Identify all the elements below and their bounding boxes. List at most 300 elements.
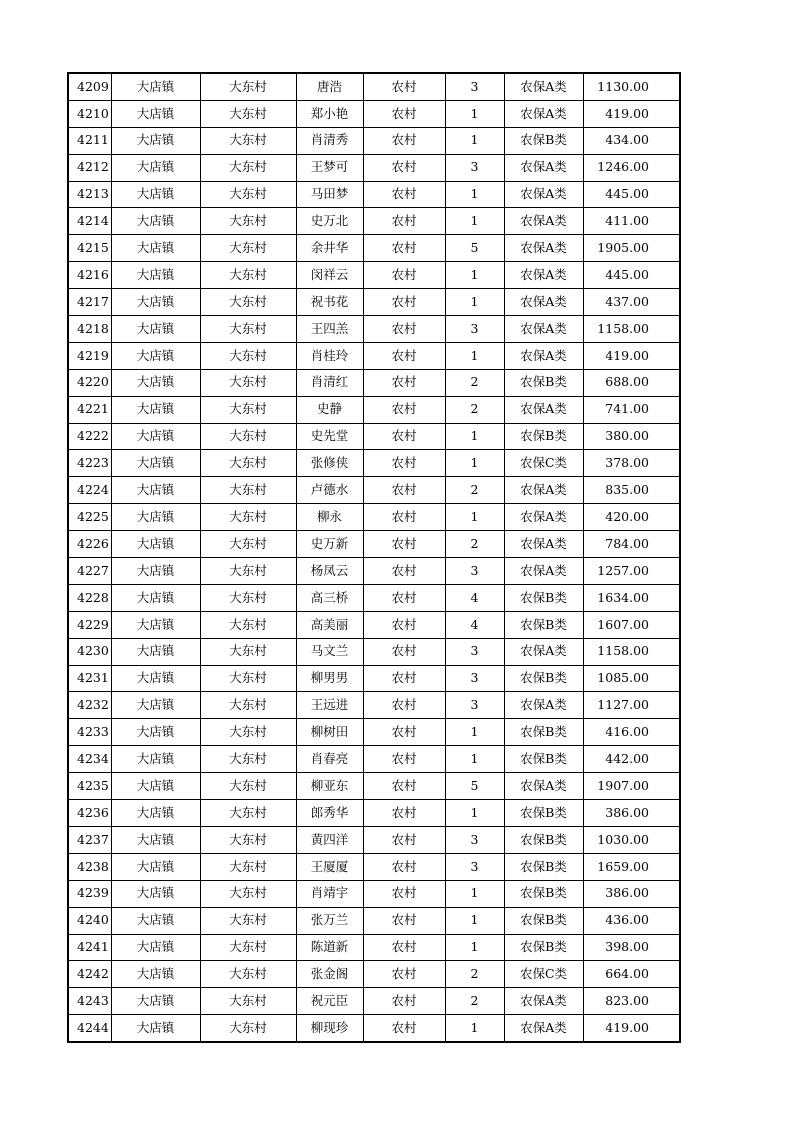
cell-category: 农保B类 [504, 127, 583, 154]
cell-name: 史万北 [296, 208, 363, 235]
cell-category: 农保A类 [504, 396, 583, 423]
cell-count: 1 [445, 423, 504, 450]
cell-category: 农保B类 [504, 826, 583, 853]
cell-village: 大东村 [200, 154, 296, 181]
cell-amount: 1905.00 [583, 235, 680, 262]
cell-name: 卢德水 [296, 477, 363, 504]
cell-name: 高三桥 [296, 584, 363, 611]
cell-village: 大东村 [200, 638, 296, 665]
cell-id: 4244 [68, 1015, 111, 1042]
cell-amount: 380.00 [583, 423, 680, 450]
cell-category: 农保A类 [504, 477, 583, 504]
cell-type: 农村 [363, 826, 445, 853]
cell-category: 农保A类 [504, 558, 583, 585]
cell-count: 1 [445, 746, 504, 773]
cell-id: 4232 [68, 692, 111, 719]
cell-id: 4226 [68, 531, 111, 558]
cell-type: 农村 [363, 853, 445, 880]
table-row [68, 907, 680, 934]
cell-type: 农村 [363, 423, 445, 450]
cell-id: 4233 [68, 719, 111, 746]
cell-village: 大东村 [200, 800, 296, 827]
cell-type: 农村 [363, 800, 445, 827]
cell-town: 大店镇 [111, 262, 200, 289]
cell-town: 大店镇 [111, 531, 200, 558]
table-row [68, 988, 680, 1015]
cell-amount: 436.00 [583, 907, 680, 934]
cell-town: 大店镇 [111, 584, 200, 611]
cell-town: 大店镇 [111, 477, 200, 504]
cell-name: 马田梦 [296, 181, 363, 208]
cell-type: 农村 [363, 638, 445, 665]
cell-type: 农村 [363, 316, 445, 343]
cell-count: 5 [445, 235, 504, 262]
cell-count: 2 [445, 477, 504, 504]
cell-village: 大东村 [200, 692, 296, 719]
cell-id: 4235 [68, 773, 111, 800]
table-row [68, 800, 680, 827]
cell-village: 大东村 [200, 369, 296, 396]
cell-count: 2 [445, 961, 504, 988]
cell-category: 农保B类 [504, 907, 583, 934]
cell-town: 大店镇 [111, 235, 200, 262]
cell-name: 马文兰 [296, 638, 363, 665]
cell-town: 大店镇 [111, 154, 200, 181]
cell-amount: 398.00 [583, 934, 680, 961]
cell-type: 农村 [363, 961, 445, 988]
cell-count: 1 [445, 342, 504, 369]
cell-town: 大店镇 [111, 665, 200, 692]
cell-id: 4222 [68, 423, 111, 450]
cell-category: 农保B类 [504, 584, 583, 611]
cell-id: 4218 [68, 316, 111, 343]
table-row [68, 316, 680, 343]
cell-town: 大店镇 [111, 961, 200, 988]
cell-amount: 1030.00 [583, 826, 680, 853]
cell-town: 大店镇 [111, 73, 200, 100]
cell-category: 农保A类 [504, 342, 583, 369]
cell-id: 4231 [68, 665, 111, 692]
cell-type: 农村 [363, 988, 445, 1015]
cell-village: 大东村 [200, 665, 296, 692]
cell-name: 肖清秀 [296, 127, 363, 154]
cell-category: 农保B类 [504, 611, 583, 638]
cell-count: 1 [445, 800, 504, 827]
cell-village: 大东村 [200, 262, 296, 289]
cell-type: 农村 [363, 746, 445, 773]
cell-id: 4217 [68, 289, 111, 316]
cell-category: 农保A类 [504, 262, 583, 289]
table-row [68, 342, 680, 369]
cell-name: 张修侠 [296, 450, 363, 477]
cell-count: 2 [445, 988, 504, 1015]
table-row [68, 423, 680, 450]
cell-town: 大店镇 [111, 423, 200, 450]
cell-name: 闵祥云 [296, 262, 363, 289]
cell-village: 大东村 [200, 396, 296, 423]
cell-count: 5 [445, 773, 504, 800]
cell-amount: 1607.00 [583, 611, 680, 638]
cell-town: 大店镇 [111, 1015, 200, 1042]
cell-village: 大东村 [200, 208, 296, 235]
table-row [68, 235, 680, 262]
table-row [68, 773, 680, 800]
cell-town: 大店镇 [111, 342, 200, 369]
cell-amount: 386.00 [583, 800, 680, 827]
cell-id: 4243 [68, 988, 111, 1015]
cell-name: 杨凤云 [296, 558, 363, 585]
cell-id: 4225 [68, 504, 111, 531]
cell-village: 大东村 [200, 907, 296, 934]
table-row [68, 880, 680, 907]
table-body [68, 73, 680, 1042]
cell-category: 农保A类 [504, 531, 583, 558]
cell-category: 农保C类 [504, 961, 583, 988]
cell-type: 农村 [363, 342, 445, 369]
cell-id: 4213 [68, 181, 111, 208]
table-row [68, 584, 680, 611]
cell-name: 柳现珍 [296, 1015, 363, 1042]
cell-id: 4228 [68, 584, 111, 611]
cell-id: 4238 [68, 853, 111, 880]
cell-name: 张万兰 [296, 907, 363, 934]
cell-village: 大东村 [200, 826, 296, 853]
table-row [68, 638, 680, 665]
cell-id: 4229 [68, 611, 111, 638]
cell-name: 祝元臣 [296, 988, 363, 1015]
cell-amount: 741.00 [583, 396, 680, 423]
cell-amount: 1130.00 [583, 73, 680, 100]
cell-amount: 1158.00 [583, 316, 680, 343]
cell-count: 3 [445, 73, 504, 100]
cell-count: 1 [445, 934, 504, 961]
cell-count: 1 [445, 450, 504, 477]
cell-count: 3 [445, 154, 504, 181]
cell-id: 4236 [68, 800, 111, 827]
cell-count: 1 [445, 504, 504, 531]
cell-type: 农村 [363, 477, 445, 504]
cell-amount: 688.00 [583, 369, 680, 396]
cell-name: 陈道新 [296, 934, 363, 961]
cell-town: 大店镇 [111, 988, 200, 1015]
cell-town: 大店镇 [111, 504, 200, 531]
cell-amount: 1127.00 [583, 692, 680, 719]
cell-village: 大东村 [200, 504, 296, 531]
cell-id: 4219 [68, 342, 111, 369]
cell-town: 大店镇 [111, 853, 200, 880]
cell-name: 张金阁 [296, 961, 363, 988]
cell-town: 大店镇 [111, 316, 200, 343]
cell-count: 1 [445, 880, 504, 907]
cell-village: 大东村 [200, 450, 296, 477]
cell-village: 大东村 [200, 934, 296, 961]
table-row [68, 396, 680, 423]
table-row [68, 208, 680, 235]
cell-category: 农保B类 [504, 719, 583, 746]
cell-name: 史静 [296, 396, 363, 423]
cell-count: 4 [445, 584, 504, 611]
cell-village: 大东村 [200, 773, 296, 800]
cell-name: 史先堂 [296, 423, 363, 450]
cell-name: 王厦厦 [296, 853, 363, 880]
table-row [68, 934, 680, 961]
cell-type: 农村 [363, 531, 445, 558]
cell-name: 肖靖宇 [296, 880, 363, 907]
cell-type: 农村 [363, 584, 445, 611]
cell-type: 农村 [363, 154, 445, 181]
table-row [68, 665, 680, 692]
cell-id: 4210 [68, 100, 111, 127]
cell-type: 农村 [363, 396, 445, 423]
cell-town: 大店镇 [111, 773, 200, 800]
cell-name: 郑小艳 [296, 100, 363, 127]
cell-count: 3 [445, 558, 504, 585]
cell-town: 大店镇 [111, 127, 200, 154]
table-row [68, 127, 680, 154]
cell-category: 农保B类 [504, 880, 583, 907]
cell-amount: 419.00 [583, 1015, 680, 1042]
cell-village: 大东村 [200, 181, 296, 208]
cell-category: 农保A类 [504, 692, 583, 719]
cell-amount: 386.00 [583, 880, 680, 907]
cell-village: 大东村 [200, 584, 296, 611]
cell-id: 4230 [68, 638, 111, 665]
cell-type: 农村 [363, 262, 445, 289]
cell-amount: 442.00 [583, 746, 680, 773]
cell-town: 大店镇 [111, 558, 200, 585]
table-row [68, 961, 680, 988]
cell-category: 农保C类 [504, 450, 583, 477]
cell-village: 大东村 [200, 988, 296, 1015]
cell-name: 肖桂玲 [296, 342, 363, 369]
cell-category: 农保A类 [504, 773, 583, 800]
cell-id: 4242 [68, 961, 111, 988]
table-row [68, 100, 680, 127]
table-row [68, 73, 680, 100]
cell-town: 大店镇 [111, 692, 200, 719]
cell-type: 农村 [363, 450, 445, 477]
cell-village: 大东村 [200, 961, 296, 988]
cell-count: 1 [445, 1015, 504, 1042]
cell-town: 大店镇 [111, 934, 200, 961]
cell-id: 4214 [68, 208, 111, 235]
cell-name: 余井华 [296, 235, 363, 262]
cell-amount: 434.00 [583, 127, 680, 154]
cell-town: 大店镇 [111, 719, 200, 746]
cell-name: 肖春亮 [296, 746, 363, 773]
cell-category: 农保A类 [504, 73, 583, 100]
cell-amount: 835.00 [583, 477, 680, 504]
cell-village: 大东村 [200, 880, 296, 907]
cell-village: 大东村 [200, 746, 296, 773]
cell-village: 大东村 [200, 477, 296, 504]
cell-amount: 664.00 [583, 961, 680, 988]
cell-town: 大店镇 [111, 289, 200, 316]
cell-type: 农村 [363, 369, 445, 396]
cell-count: 3 [445, 853, 504, 880]
cell-count: 1 [445, 208, 504, 235]
cell-id: 4212 [68, 154, 111, 181]
cell-village: 大东村 [200, 423, 296, 450]
cell-id: 4215 [68, 235, 111, 262]
cell-type: 农村 [363, 289, 445, 316]
cell-type: 农村 [363, 611, 445, 638]
cell-type: 农村 [363, 907, 445, 934]
cell-count: 3 [445, 638, 504, 665]
table-row [68, 853, 680, 880]
cell-id: 4223 [68, 450, 111, 477]
cell-type: 农村 [363, 934, 445, 961]
cell-count: 2 [445, 396, 504, 423]
cell-name: 王四羔 [296, 316, 363, 343]
cell-town: 大店镇 [111, 826, 200, 853]
cell-type: 农村 [363, 558, 445, 585]
cell-category: 农保A类 [504, 504, 583, 531]
cell-type: 农村 [363, 880, 445, 907]
cell-amount: 419.00 [583, 100, 680, 127]
cell-name: 王远进 [296, 692, 363, 719]
cell-category: 农保B类 [504, 423, 583, 450]
table-row [68, 289, 680, 316]
cell-count: 1 [445, 289, 504, 316]
cell-name: 高美丽 [296, 611, 363, 638]
cell-village: 大东村 [200, 235, 296, 262]
cell-town: 大店镇 [111, 746, 200, 773]
cell-town: 大店镇 [111, 181, 200, 208]
cell-type: 农村 [363, 692, 445, 719]
cell-town: 大店镇 [111, 100, 200, 127]
cell-town: 大店镇 [111, 880, 200, 907]
cell-count: 1 [445, 127, 504, 154]
cell-name: 柳亚东 [296, 773, 363, 800]
table-row [68, 181, 680, 208]
cell-id: 4216 [68, 262, 111, 289]
cell-category: 农保A类 [504, 235, 583, 262]
cell-type: 农村 [363, 719, 445, 746]
cell-name: 郎秀华 [296, 800, 363, 827]
cell-village: 大东村 [200, 531, 296, 558]
table-row [68, 826, 680, 853]
cell-amount: 437.00 [583, 289, 680, 316]
cell-category: 农保A类 [504, 154, 583, 181]
cell-name: 史万新 [296, 531, 363, 558]
cell-category: 农保B类 [504, 934, 583, 961]
cell-amount: 1659.00 [583, 853, 680, 880]
cell-id: 4211 [68, 127, 111, 154]
cell-amount: 1257.00 [583, 558, 680, 585]
cell-count: 3 [445, 316, 504, 343]
table-row [68, 611, 680, 638]
cell-type: 农村 [363, 127, 445, 154]
cell-village: 大东村 [200, 289, 296, 316]
cell-name: 祝书花 [296, 289, 363, 316]
cell-count: 2 [445, 369, 504, 396]
cell-category: 农保A类 [504, 638, 583, 665]
cell-town: 大店镇 [111, 907, 200, 934]
cell-id: 4209 [68, 73, 111, 100]
cell-count: 3 [445, 665, 504, 692]
cell-count: 3 [445, 692, 504, 719]
cell-town: 大店镇 [111, 611, 200, 638]
table-row [68, 746, 680, 773]
cell-town: 大店镇 [111, 208, 200, 235]
cell-category: 农保B类 [504, 746, 583, 773]
table-row [68, 154, 680, 181]
cell-id: 4240 [68, 907, 111, 934]
table-row [68, 369, 680, 396]
cell-amount: 1158.00 [583, 638, 680, 665]
cell-category: 农保A类 [504, 1015, 583, 1042]
cell-amount: 420.00 [583, 504, 680, 531]
table-row [68, 504, 680, 531]
cell-id: 4220 [68, 369, 111, 396]
cell-type: 农村 [363, 504, 445, 531]
cell-amount: 416.00 [583, 719, 680, 746]
cell-count: 1 [445, 181, 504, 208]
cell-amount: 445.00 [583, 181, 680, 208]
cell-amount: 378.00 [583, 450, 680, 477]
cell-type: 农村 [363, 73, 445, 100]
cell-category: 农保B类 [504, 665, 583, 692]
cell-village: 大东村 [200, 853, 296, 880]
cell-amount: 1907.00 [583, 773, 680, 800]
cell-type: 农村 [363, 235, 445, 262]
table-row [68, 450, 680, 477]
cell-type: 农村 [363, 100, 445, 127]
table-row [68, 558, 680, 585]
cell-category: 农保A类 [504, 988, 583, 1015]
cell-name: 黄四洋 [296, 826, 363, 853]
table-row [68, 477, 680, 504]
cell-type: 农村 [363, 665, 445, 692]
cell-town: 大店镇 [111, 638, 200, 665]
cell-id: 4237 [68, 826, 111, 853]
table-row [68, 262, 680, 289]
roster-table [67, 72, 681, 1043]
cell-count: 1 [445, 262, 504, 289]
table-row [68, 719, 680, 746]
cell-amount: 1246.00 [583, 154, 680, 181]
cell-amount: 1085.00 [583, 665, 680, 692]
cell-name: 柳男男 [296, 665, 363, 692]
cell-amount: 419.00 [583, 342, 680, 369]
cell-category: 农保B类 [504, 853, 583, 880]
cell-count: 1 [445, 100, 504, 127]
cell-count: 2 [445, 531, 504, 558]
cell-id: 4221 [68, 396, 111, 423]
cell-id: 4224 [68, 477, 111, 504]
cell-count: 1 [445, 907, 504, 934]
cell-category: 农保A类 [504, 208, 583, 235]
cell-name: 王梦可 [296, 154, 363, 181]
cell-village: 大东村 [200, 611, 296, 638]
cell-category: 农保B类 [504, 800, 583, 827]
cell-category: 农保A类 [504, 289, 583, 316]
cell-id: 4234 [68, 746, 111, 773]
cell-village: 大东村 [200, 316, 296, 343]
cell-amount: 445.00 [583, 262, 680, 289]
cell-name: 肖清红 [296, 369, 363, 396]
cell-village: 大东村 [200, 342, 296, 369]
cell-town: 大店镇 [111, 800, 200, 827]
cell-village: 大东村 [200, 1015, 296, 1042]
cell-town: 大店镇 [111, 396, 200, 423]
cell-category: 农保A类 [504, 100, 583, 127]
table-row [68, 1015, 680, 1042]
cell-id: 4239 [68, 880, 111, 907]
cell-type: 农村 [363, 1015, 445, 1042]
cell-count: 1 [445, 719, 504, 746]
